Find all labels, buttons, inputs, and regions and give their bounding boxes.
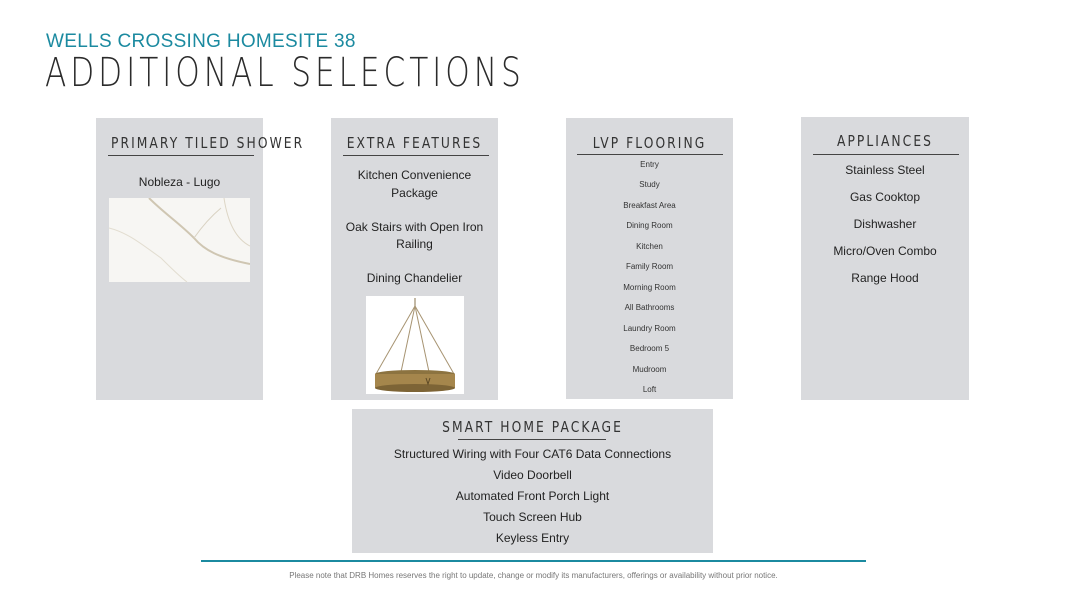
card-divider: [108, 155, 254, 156]
flooring-room: Loft: [642, 385, 657, 394]
card-title: SMART HOME PACKAGE: [442, 418, 623, 436]
appliance-item: Dishwasher: [853, 217, 917, 231]
card-divider: [343, 155, 489, 156]
appliance-item: Gas Cooktop: [849, 190, 921, 204]
flooring-room: Laundry Room: [623, 324, 676, 333]
extra-features-card: [331, 118, 498, 400]
chandelier-image: [366, 296, 464, 394]
flooring-room: Dining Room: [626, 221, 673, 230]
appliance-item: Stainless Steel: [845, 163, 925, 177]
lvp-flooring-card: [566, 118, 733, 399]
card-divider: [458, 439, 606, 440]
smart-home-package-card: [352, 409, 713, 553]
extra-feature-item: Dining Chandelier: [366, 271, 463, 285]
smart-home-item: Automated Front Porch Light: [455, 489, 610, 503]
flooring-room: Entry: [640, 160, 659, 169]
smart-home-item: Video Doorbell: [493, 468, 572, 482]
homesite-subtitle: WELLS CROSSING HOMESITE 38: [46, 31, 356, 52]
extra-feature-item: Railing: [396, 237, 433, 251]
smart-home-item: Touch Screen Hub: [483, 510, 582, 524]
flooring-room: Bedroom 5: [629, 344, 670, 353]
flooring-room: Kitchen: [636, 242, 663, 251]
card-title: LVP FLOORING: [592, 134, 707, 152]
extra-feature-item: Oak Stairs with Open Iron: [345, 220, 484, 234]
card-divider: [577, 154, 723, 155]
primary-tiled-shower-card: [96, 118, 305, 400]
appliance-item: Micro/Oven Combo: [833, 244, 937, 258]
marble-tile-image: [109, 198, 250, 282]
card-divider: [813, 154, 959, 155]
flooring-room: Study: [639, 180, 660, 189]
smart-home-item: Keyless Entry: [495, 531, 570, 545]
flooring-room: Morning Room: [623, 283, 676, 292]
footer-divider: [201, 560, 866, 562]
flooring-room: All Bathrooms: [624, 303, 675, 312]
extra-feature-item: Package: [391, 186, 438, 200]
appliance-item: Range Hood: [851, 271, 919, 285]
shower-tile-name: Nobleza - Lugo: [138, 175, 221, 189]
page-title: ADDITIONAL SELECTIONS: [45, 50, 525, 96]
flooring-room: Breakfast Area: [623, 201, 676, 210]
card-title: EXTRA FEATURES: [346, 134, 483, 152]
card-title: APPLIANCES: [836, 132, 934, 150]
appliances-card: [801, 117, 969, 400]
card-title: PRIMARY TILED SHOWER: [111, 134, 305, 152]
flooring-room: Family Room: [625, 262, 674, 271]
flooring-room: Mudroom: [632, 365, 667, 374]
disclaimer-note: Please note that DRB Homes reserves the right to update, change or modify its manufacturers, offerings or availability without prior notice.: [289, 571, 778, 580]
smart-home-item: Structured Wiring with Four CAT6 Data Connections: [393, 447, 672, 461]
extra-feature-item: Kitchen Convenience: [357, 168, 472, 182]
